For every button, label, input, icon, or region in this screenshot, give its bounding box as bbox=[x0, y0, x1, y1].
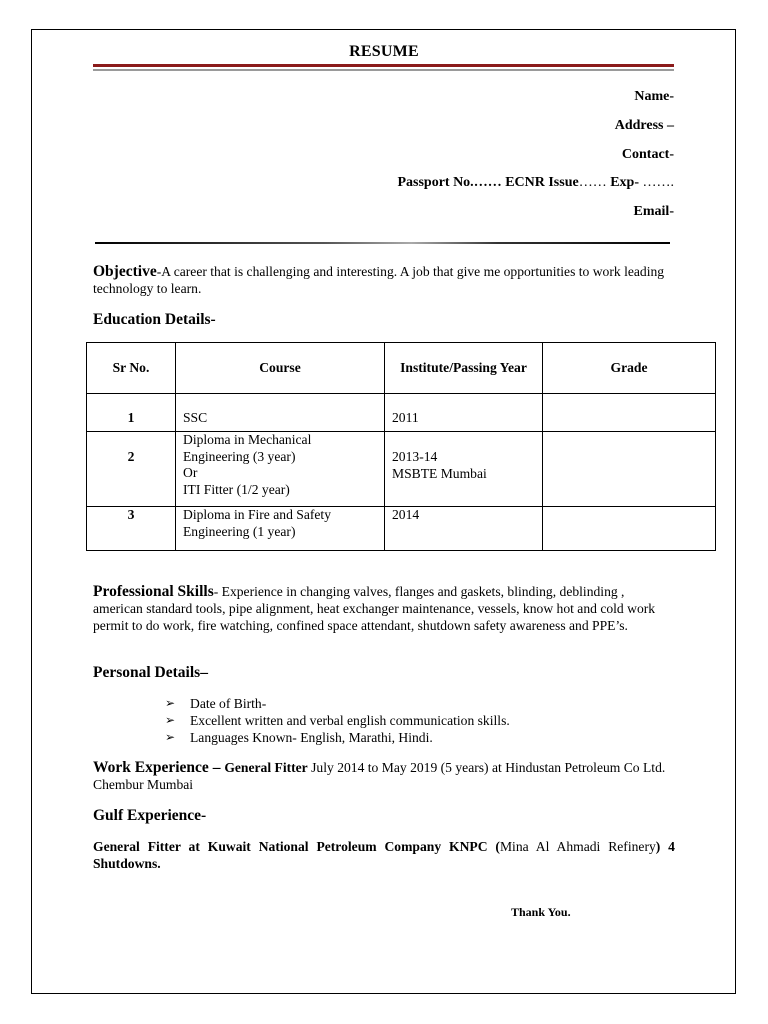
work-experience-heading: Work Experience bbox=[93, 759, 209, 776]
table-row bbox=[87, 507, 716, 551]
contact-address: Address – bbox=[614, 118, 674, 133]
exp-dots: ……. bbox=[639, 175, 674, 190]
course-line: Or bbox=[183, 465, 198, 480]
list-item bbox=[165, 729, 510, 746]
list-item-text: Languages Known- English, Marathi, Hindi. bbox=[190, 730, 433, 745]
institute-line: MSBTE Mumbai bbox=[392, 465, 487, 481]
education-table bbox=[86, 342, 716, 551]
course-line: ITI Fitter (1/2 year) bbox=[183, 481, 290, 497]
passport-dots: …… bbox=[473, 175, 502, 190]
professional-skills-heading: Professional Skills bbox=[93, 583, 214, 600]
course-cell bbox=[176, 432, 385, 507]
institute-line: 2011 bbox=[392, 410, 419, 425]
contact-phone: Contact- bbox=[621, 147, 674, 162]
grade-cell bbox=[543, 432, 716, 507]
gulf-text-bold-end: ) 4 Shutdowns. bbox=[93, 839, 675, 871]
institute-line: 2014 bbox=[392, 507, 420, 522]
exp-label: Exp- bbox=[610, 175, 639, 190]
course-cell bbox=[176, 394, 385, 432]
list-item-text: Excellent written and verbal english communication skills. bbox=[190, 713, 510, 728]
professional-skills-section bbox=[93, 583, 675, 634]
gulf-experience-text bbox=[93, 838, 675, 872]
list-item bbox=[165, 695, 510, 712]
ecnr-label: ECNR Issue bbox=[501, 175, 579, 190]
gulf-text-normal: Mina Al Ahmadi Refinery bbox=[499, 839, 656, 854]
header-separator bbox=[95, 242, 670, 244]
course-line: Diploma in Mechanical bbox=[183, 432, 312, 447]
column-header: Institute/Passing Year bbox=[385, 343, 543, 394]
personal-details-list bbox=[165, 695, 510, 746]
arrow-bullet-icon: ➢ bbox=[165, 696, 176, 710]
table-header-row bbox=[87, 343, 716, 394]
institute-line: 2013-14 bbox=[392, 449, 438, 464]
column-header: Grade bbox=[543, 343, 716, 394]
column-header: Sr No. bbox=[87, 343, 176, 394]
contact-email: Email- bbox=[633, 204, 674, 219]
objective-heading: Objective bbox=[93, 263, 157, 280]
contact-passport-line bbox=[397, 175, 674, 191]
course-line: Engineering (1 year) bbox=[183, 523, 296, 539]
objective-section bbox=[93, 263, 675, 297]
title-divider-gray bbox=[93, 69, 674, 71]
ecnr-dots: …… bbox=[578, 175, 611, 190]
table-row bbox=[87, 432, 716, 507]
work-experience-dash: – bbox=[208, 759, 225, 776]
sr-cell: 2 bbox=[87, 432, 176, 507]
page-title: RESUME bbox=[349, 43, 419, 60]
course-cell bbox=[176, 507, 385, 551]
table-row bbox=[87, 394, 716, 432]
objective-text: -A career that is challenging and interesting. A job that give me opportunities to work leading technology to learn. bbox=[93, 264, 665, 296]
gulf-experience-heading: Gulf Experience- bbox=[93, 807, 207, 824]
course-line: SSC bbox=[183, 410, 208, 425]
passport-label: Passport No. bbox=[397, 175, 474, 190]
column-header: Course bbox=[176, 343, 385, 394]
closing-text: Thank You. bbox=[511, 905, 571, 919]
work-experience-text: July 2014 to May 2019 (5 years) at Hindustan Petroleum Co Ltd. Chembur Mumbai bbox=[93, 760, 666, 792]
institute-cell bbox=[385, 394, 543, 432]
institute-cell bbox=[385, 432, 543, 507]
sr-cell: 1 bbox=[87, 394, 176, 432]
title-divider-red bbox=[93, 64, 674, 67]
list-item-text: Date of Birth- bbox=[190, 696, 267, 711]
arrow-bullet-icon: ➢ bbox=[165, 730, 176, 744]
professional-skills-text: - Experience in changing valves, flanges and gaskets, blinding, deblinding , american standard tools, pipe alignment, heat exchanger maintenance, vessels, know hot and cold work permit to do work, fire watching, confined space attendant, shutdown safety awareness and PPE’s. bbox=[93, 584, 656, 633]
personal-details-heading: Personal Details– bbox=[93, 664, 208, 681]
sr-cell: 3 bbox=[87, 507, 176, 551]
education-heading: Education Details- bbox=[93, 311, 216, 328]
grade-cell bbox=[543, 394, 716, 432]
list-item bbox=[165, 712, 510, 729]
gulf-text-bold: General Fitter at Kuwait National Petroleum Company KNPC ( bbox=[93, 839, 500, 854]
grade-cell bbox=[543, 507, 716, 551]
course-line: Engineering (3 year) bbox=[183, 448, 296, 464]
work-role: General Fitter bbox=[224, 760, 308, 775]
course-line: Diploma in Fire and Safety bbox=[183, 507, 331, 522]
arrow-bullet-icon: ➢ bbox=[165, 713, 176, 727]
work-experience-section bbox=[93, 759, 675, 793]
contact-name: Name- bbox=[634, 89, 674, 104]
institute-cell bbox=[385, 507, 543, 551]
